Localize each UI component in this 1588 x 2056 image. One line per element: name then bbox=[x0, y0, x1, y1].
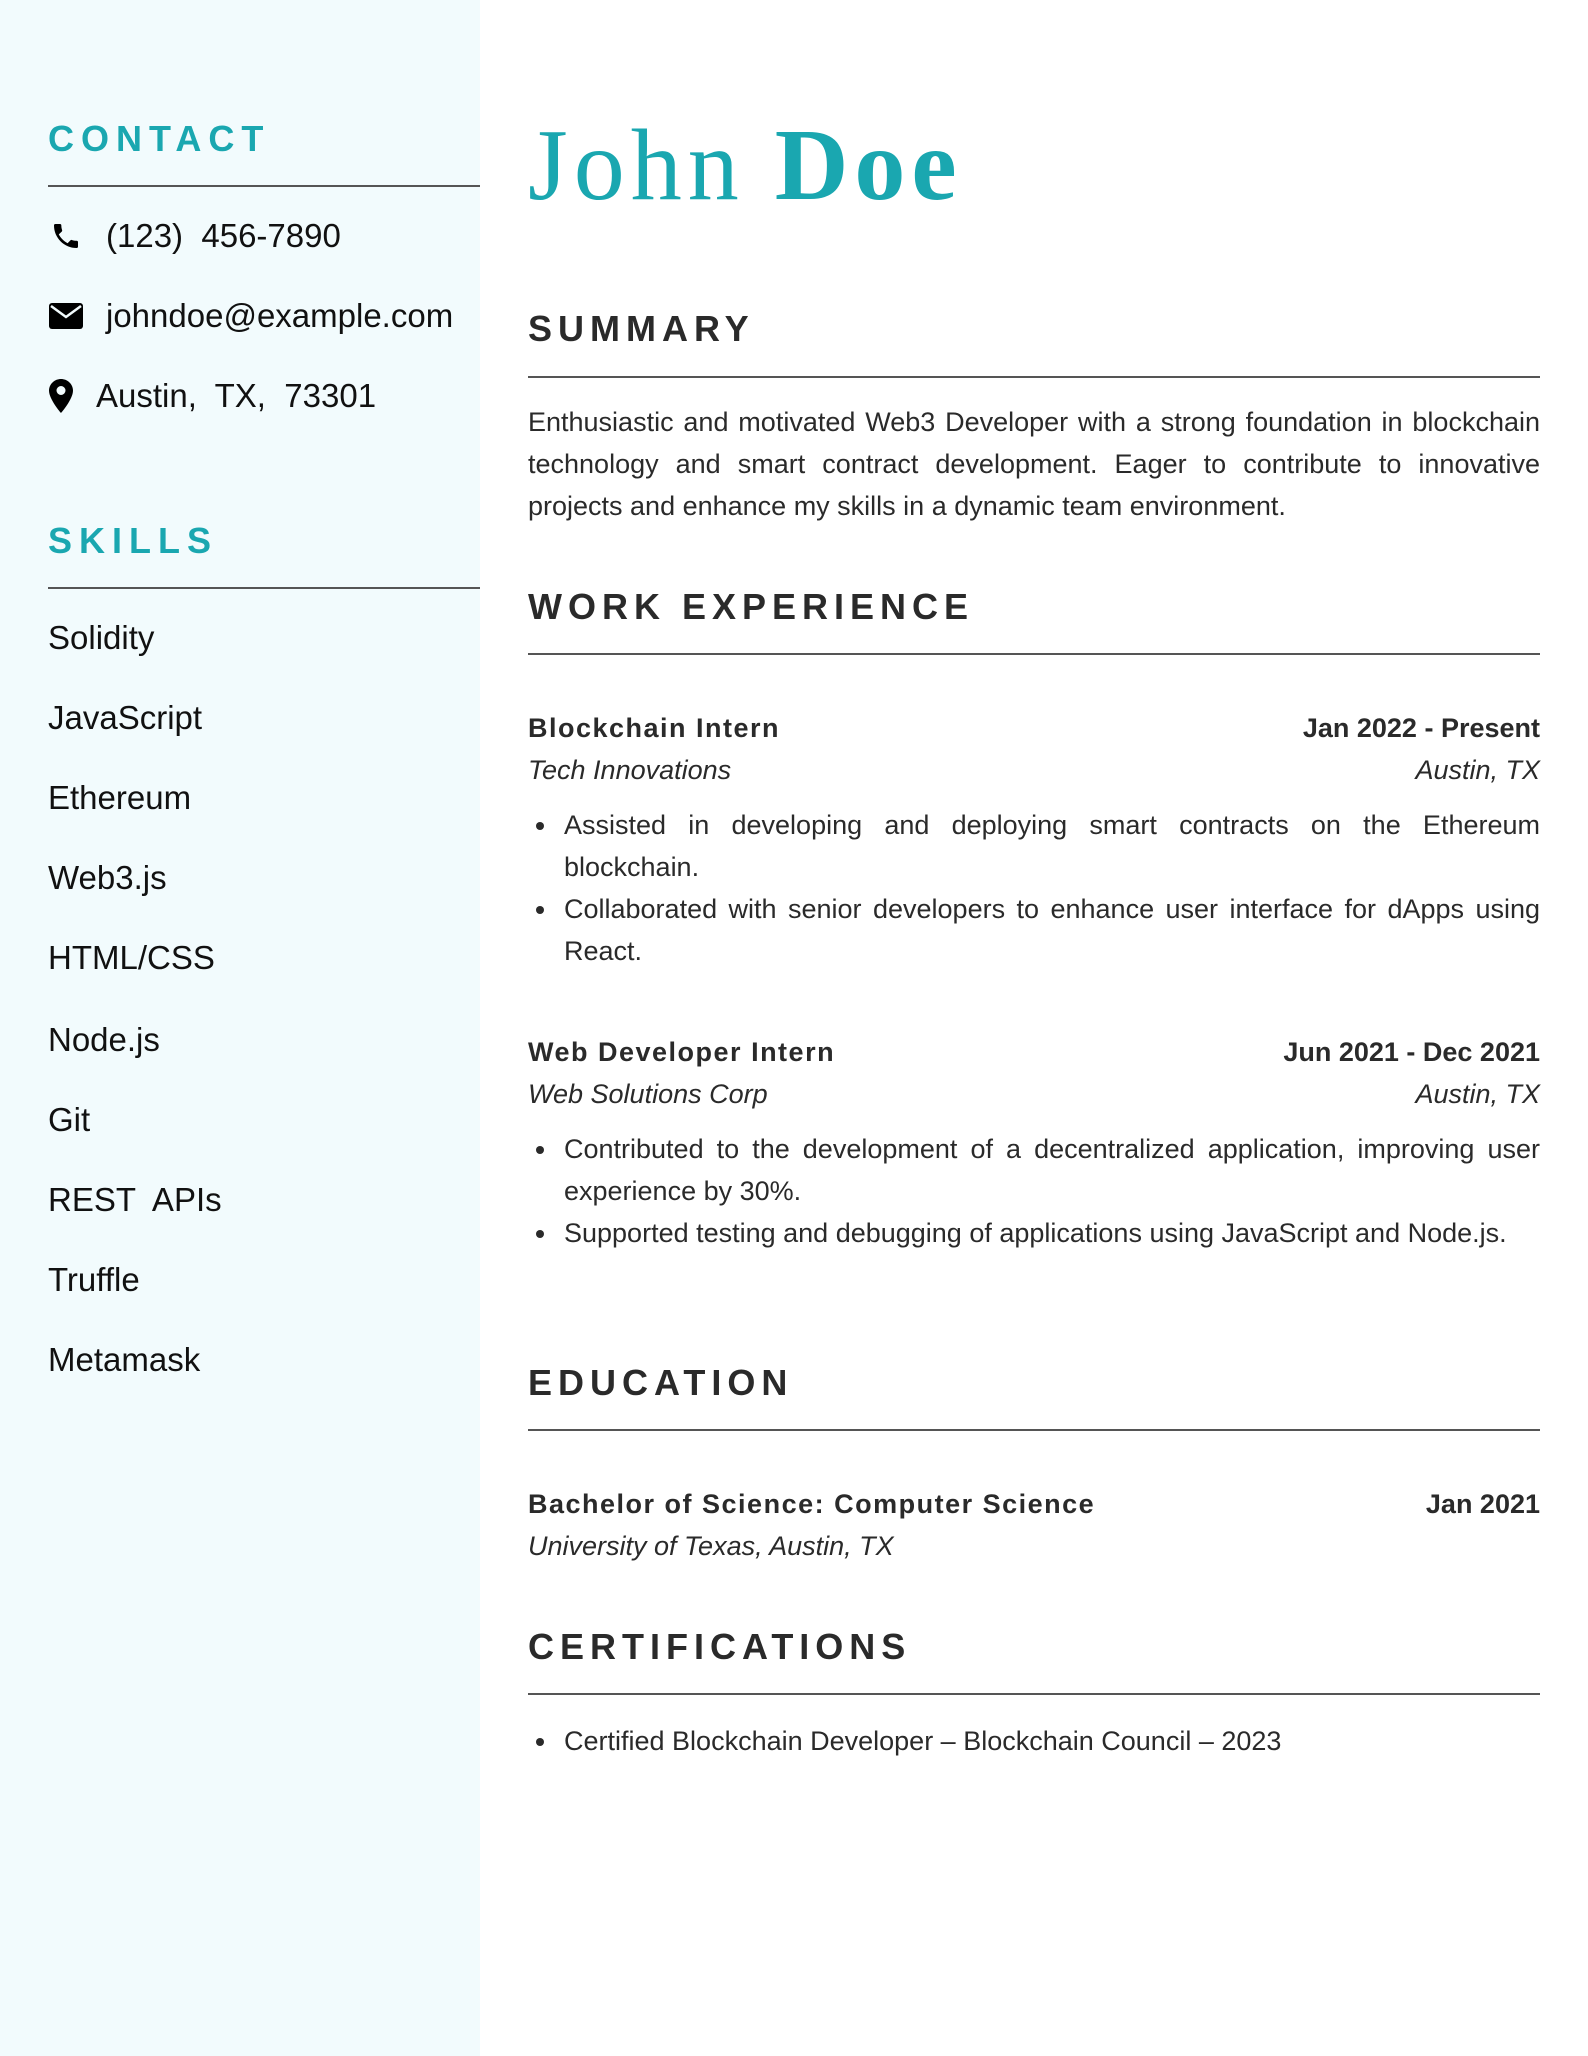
first-name: John bbox=[528, 109, 745, 222]
certification-list bbox=[528, 1720, 1540, 1762]
job-dates: Jun 2021 - Dec 2021 bbox=[1283, 1037, 1540, 1067]
skill-item: Ethereum bbox=[48, 779, 192, 816]
list-item: Certified Blockchain Developer – Blockchain Council – 2023 bbox=[528, 1720, 1540, 1762]
job-location: Austin, TX bbox=[1415, 755, 1540, 785]
envelope-icon bbox=[48, 298, 84, 334]
contact-email bbox=[48, 294, 453, 338]
work-divider bbox=[528, 653, 1540, 655]
skill-item: Metamask bbox=[48, 1341, 201, 1378]
job-bullets bbox=[528, 804, 1540, 972]
skills-heading: SKILLS bbox=[48, 520, 219, 561]
job-bullets bbox=[528, 1128, 1540, 1254]
certifications-divider bbox=[528, 1693, 1540, 1695]
contact-location bbox=[48, 374, 376, 418]
job-title: Web Developer Intern bbox=[528, 1037, 836, 1067]
list-item: Supported testing and debugging of applications using JavaScript and Node.js. bbox=[528, 1212, 1540, 1254]
phone-number: (123) 456-7890 bbox=[106, 217, 341, 254]
education-divider bbox=[528, 1429, 1540, 1431]
education-heading: EDUCATION bbox=[528, 1362, 794, 1403]
sidebar bbox=[0, 0, 480, 2056]
skill-item: Git bbox=[48, 1101, 91, 1138]
work-heading: WORK EXPERIENCE bbox=[528, 586, 975, 627]
skill-item: Node.js bbox=[48, 1021, 160, 1058]
job-title: Blockchain Intern bbox=[528, 713, 781, 743]
contact-phone bbox=[48, 214, 341, 258]
email-address: johndoe@example.com bbox=[106, 297, 454, 334]
job-company: Tech Innovations bbox=[528, 755, 732, 785]
skill-item: Solidity bbox=[48, 619, 155, 656]
job-company: Web Solutions Corp bbox=[528, 1079, 768, 1109]
phone-icon bbox=[48, 218, 84, 254]
skill-item: Web3.js bbox=[48, 859, 167, 896]
summary-text: Enthusiastic and motivated Web3 Developer with a strong foundation in blockchain technology and smart contract development. Eager to contribute to innovative projects and enhance my skills in a dynamic team environment. bbox=[528, 407, 1540, 521]
contact-heading: CONTACT bbox=[48, 118, 271, 159]
candidate-name bbox=[528, 106, 963, 226]
list-item: Assisted in developing and deploying smart contracts on the Ethereum blockchain. bbox=[528, 804, 1540, 888]
list-item: Collaborated with senior developers to enhance user interface for dApps using React. bbox=[528, 888, 1540, 972]
skills-divider bbox=[48, 587, 480, 589]
skill-item: REST APIs bbox=[48, 1181, 222, 1218]
degree: Bachelor of Science: Computer Science bbox=[528, 1489, 1096, 1519]
skill-item: JavaScript bbox=[48, 699, 203, 736]
school: University of Texas, Austin, TX bbox=[528, 1531, 894, 1561]
certifications-heading: CERTIFICATIONS bbox=[528, 1626, 912, 1667]
list-item: Contributed to the development of a decentralized application, improving user experience by 30%. bbox=[528, 1128, 1540, 1212]
graduation-date: Jan 2021 bbox=[1425, 1489, 1540, 1519]
summary-heading: SUMMARY bbox=[528, 308, 755, 349]
summary-divider bbox=[528, 376, 1540, 378]
location-text: Austin, TX, 73301 bbox=[96, 377, 377, 414]
map-pin-icon bbox=[48, 378, 74, 414]
skill-item: Truffle bbox=[48, 1261, 140, 1298]
skill-item: HTML/CSS bbox=[48, 939, 215, 976]
job-dates: Jan 2022 - Present bbox=[1302, 713, 1540, 743]
contact-divider bbox=[48, 185, 480, 187]
job-location: Austin, TX bbox=[1415, 1079, 1540, 1109]
last-name: Doe bbox=[774, 109, 963, 222]
